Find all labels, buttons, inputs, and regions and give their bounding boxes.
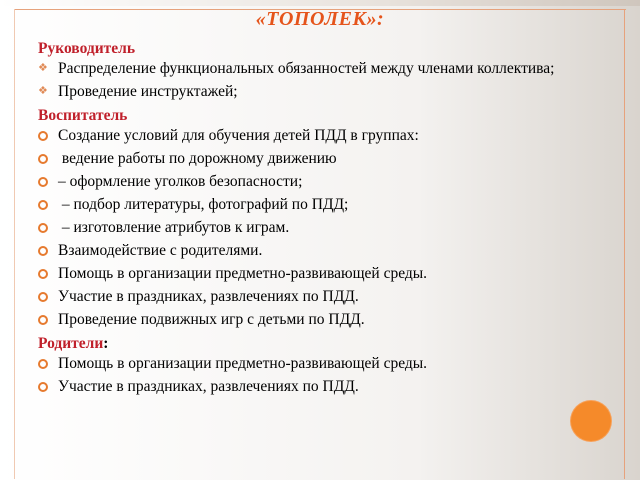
list-item: Помощь в организации предметно-развивающей среды. [38,264,558,283]
ring-bullet-icon [38,154,48,164]
list-item: Создание условий для обучения детей ПДД в группах: [38,126,558,145]
diamond-bullet-icon: ❖ [38,62,48,74]
slide-title: «ТОПОЛЕК»: [255,8,385,30]
ring-bullet-icon [38,177,48,187]
list-item: – изготовление атрибутов к играм. [38,218,558,237]
slide-content [38,38,558,400]
list-item: – оформление уголков безопасности; [38,172,558,191]
list-item: ведение работы по дорожному движению [38,149,558,168]
ring-bullet-icon [38,246,48,256]
frame-line-left [14,9,15,479]
section-heading-teacher: Воспитатель [38,107,128,124]
list-item: Участие в праздниках, развлечениях по ПДД. [38,377,558,396]
diamond-bullet-icon: ❖ [38,85,48,97]
ring-bullet-icon [38,292,48,302]
list-item: ❖ Проведение инструктажей; [38,83,238,100]
orange-circle-decoration [571,401,611,441]
ring-bullet-icon [38,359,48,369]
ring-bullet-icon [38,200,48,210]
list-item: Взаимодействие с родителями. [38,241,558,260]
ring-bullet-icon [38,315,48,325]
top-decor-line [0,0,640,6]
ring-bullet-icon [38,131,48,141]
section-heading-manager: Руководитель [38,40,136,57]
section-heading-parents: Родители: [38,335,109,352]
ring-bullet-icon [38,269,48,279]
frame-line-right [624,9,625,479]
list-item: Проведение подвижных игр с детьми по ПДД. [38,310,558,329]
list-item: – подбор литературы, фотографий по ПДД; [38,195,558,214]
list-item: Участие в праздниках, развлечениях по ПДД. [38,287,558,306]
list-item: Помощь в организации предметно-развивающей среды. [38,354,558,373]
ring-bullet-icon [38,382,48,392]
ring-bullet-icon [38,223,48,233]
list-item: ❖ Распределение функциональных обязанностей между членами коллектива; [38,60,555,77]
